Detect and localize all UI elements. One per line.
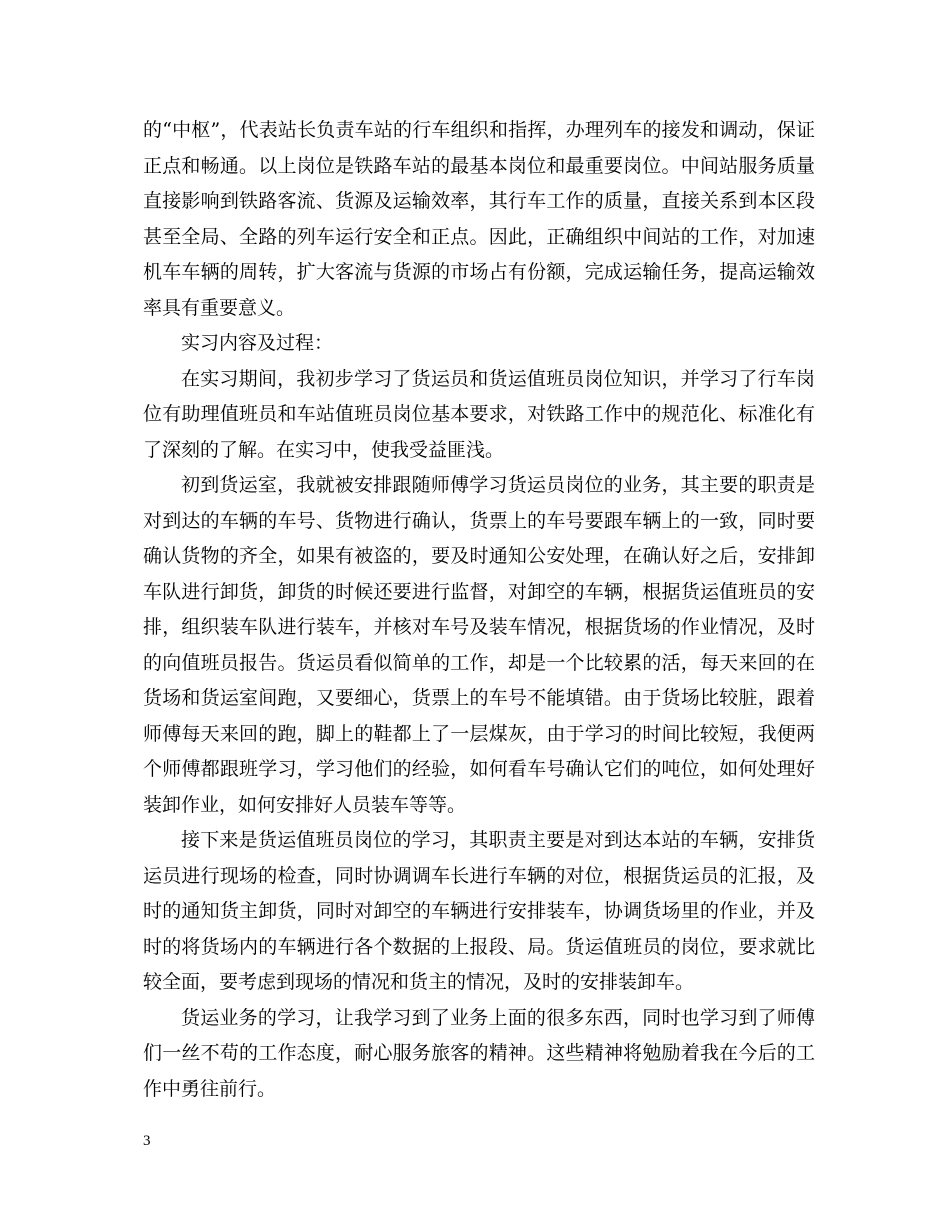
- paragraph-5: 货运业务的学习，让我学习到了业务上面的很多东西，同时也学习到了师傅们一丝不苟的工作态度，耐心服务旅客的精神。这些精神将勉励着我在今后的工作中勇往前行。: [143, 1006, 815, 1100]
- section-heading: 实习内容及过程：: [181, 332, 334, 354]
- page-number: 3: [143, 1133, 151, 1149]
- paragraph-1: 的“中枢”，代表站长负责车站的行车组织和指挥，办理列车的接发和调动，保证正点和畅通。以上岗位是铁路车站的最基本岗位和最重要岗位。中间站服务质量直接影响到铁路客流、货源及运输效率，其行车工作的质量，直接关系到本区段甚至全局、全路的列车运行安全和正点。因此，正确组织中间站的工作，对加速机车车辆的周转，扩大客流与货源的市场占有份额，完成运输任务，提高运输效率具有重要意义。: [143, 119, 815, 319]
- paragraph-2: 在实习期间，我初步学习了货运员和货运值班员岗位知识，并学习了行车岗位有助理值班员和车站值班员岗位基本要求，对铁路工作中的规范化、标准化有了深刻的了解。在实习中，使我受益匪浅。: [143, 367, 815, 461]
- document-body: [143, 113, 815, 1107]
- paragraph-4: 接下来是货运值班员岗位的学习，其职责主要是对到达本站的车辆，安排货运员进行现场的检查，同时协调调车长进行车辆的对位，根据货运员的汇报，及时的通知货主卸货，同时对卸空的车辆进行安排装车，协调货场里的作业，并及时的将货场内的车辆进行各个数据的上报段、局。货运值班员的岗位，要求就比较全面，要考虑到现场的情况和货主的情况，及时的安排装卸车。: [143, 829, 815, 993]
- paragraph-3: 初到货运室，我就被安排跟随师傅学习货运员岗位的业务，其主要的职责是对到达的车辆的车号、货物进行确认，货票上的车号要跟车辆上的一致，同时要确认货物的齐全，如果有被盗的，要及时通知公安处理，在确认好之后，安排卸车队进行卸货，卸货的时候还要进行监督，对卸空的车辆，根据货运值班员的安排，组织装车队进行装车，并核对车号及装车情况，根据货场的作业情况，及时的向值班员报告。货运员看似简单的工作，却是一个比较累的活，每天来回的在货场和货运室间跑，又要细心，货票上的车号不能填错。由于货场比较脏，跟着师傅每天来回的跑，脚上的鞋都上了一层煤灰，由于学习的时间比较短，我便两个师傅都跟班学习，学习他们的经验，如何看车号确认它们的吨位，如何处理好装卸作业，如何安排好人员装车等等。: [143, 474, 815, 816]
